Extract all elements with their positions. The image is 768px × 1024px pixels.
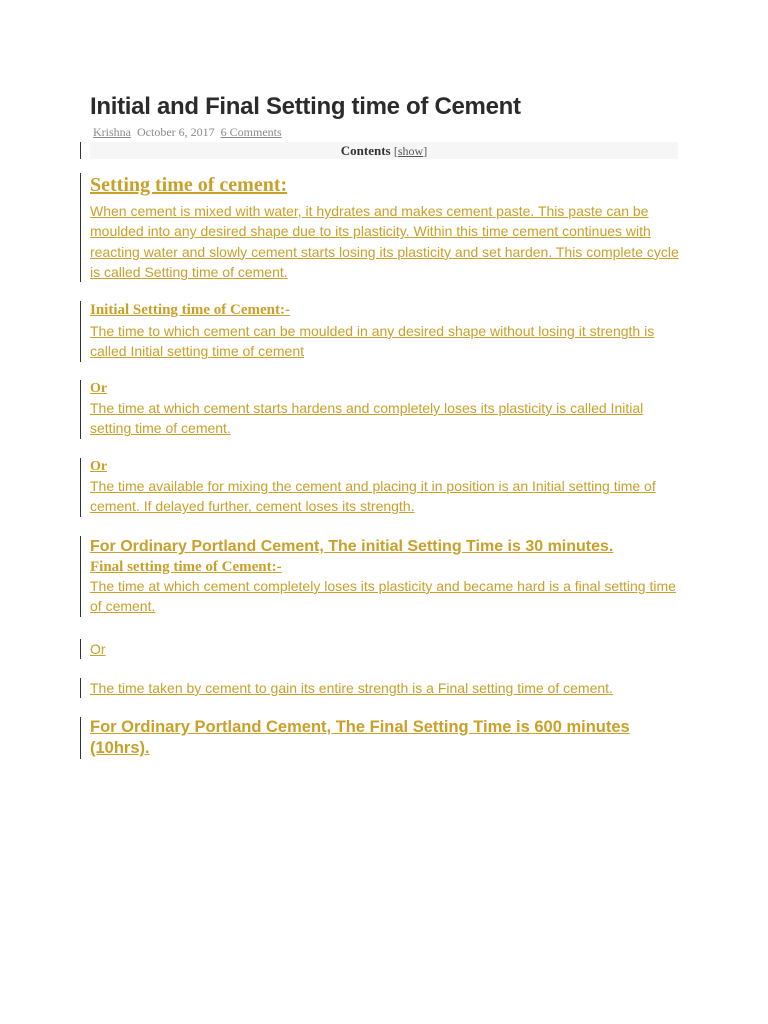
or-label-2: Or (90, 459, 108, 474)
page-title: Initial and Final Setting time of Cement (90, 93, 521, 120)
final-setting-heading: Final setting time of Cement:- (90, 559, 282, 575)
final-setting-block-2 (80, 678, 680, 698)
author-link[interactable]: Krishna (93, 125, 131, 139)
article-meta (93, 125, 282, 140)
final-setting-section (80, 536, 680, 617)
toc-label: Contents (340, 143, 391, 158)
toc-left-bar (80, 142, 81, 159)
initial-setting-section (80, 301, 680, 362)
final-setting-text-2: The time taken by cement to gain its entire strength is a Final setting time of cement. (90, 680, 613, 696)
toc-bracket-close: ] (423, 144, 428, 158)
setting-time-heading: Setting time of cement: (90, 174, 288, 196)
post-date: October 6, 2017 (137, 125, 215, 139)
table-of-contents (90, 142, 678, 159)
toc-show-link[interactable]: show (397, 144, 424, 158)
final-setting-summary: For Ordinary Portland Cement, The Final Setting Time is 600 minutes (10hrs). (90, 718, 630, 757)
initial-setting-text-1: The time to which cement can be moulded in any desired shape without losing it strength is called Initial setting time of cement (90, 323, 655, 360)
final-setting-text-1: The time at which cement completely loses its plasticity and became hard is a final setting time of cement. (90, 578, 676, 615)
toc-toggle[interactable] (394, 144, 427, 158)
or-block-3 (80, 639, 680, 659)
or-label-1: Or (90, 381, 108, 396)
setting-time-text: When cement is mixed with water, it hydrates and makes cement paste. This paste can be moulded into any desired shape due to its plasticity. Within this time cement continues with reacting water and slowly cement starts losing its plasticity and set harden. This complete cycle is called Setting time of cement. (90, 203, 679, 280)
or-block-1 (80, 380, 680, 439)
initial-setting-text-3: The time available for mixing the cement and placing it in position is an Initial setting time of cement. If delayed further, cement loses its strength. (90, 478, 656, 515)
or-label-3: Or (90, 641, 106, 657)
initial-setting-summary: For Ordinary Portland Cement, The initial Setting Time is 30 minutes. (90, 538, 614, 555)
comments-link[interactable]: 6 Comments (220, 125, 282, 139)
initial-setting-text-2: The time at which cement starts hardens and completely loses its plasticity is called Initial setting time of cement. (90, 400, 644, 437)
toc-bracket-open: [ (393, 144, 398, 158)
setting-time-section (80, 173, 680, 282)
final-summary-block (80, 717, 680, 759)
initial-setting-heading: Initial Setting time of Cement:- (90, 302, 290, 318)
or-block-2 (80, 458, 680, 517)
